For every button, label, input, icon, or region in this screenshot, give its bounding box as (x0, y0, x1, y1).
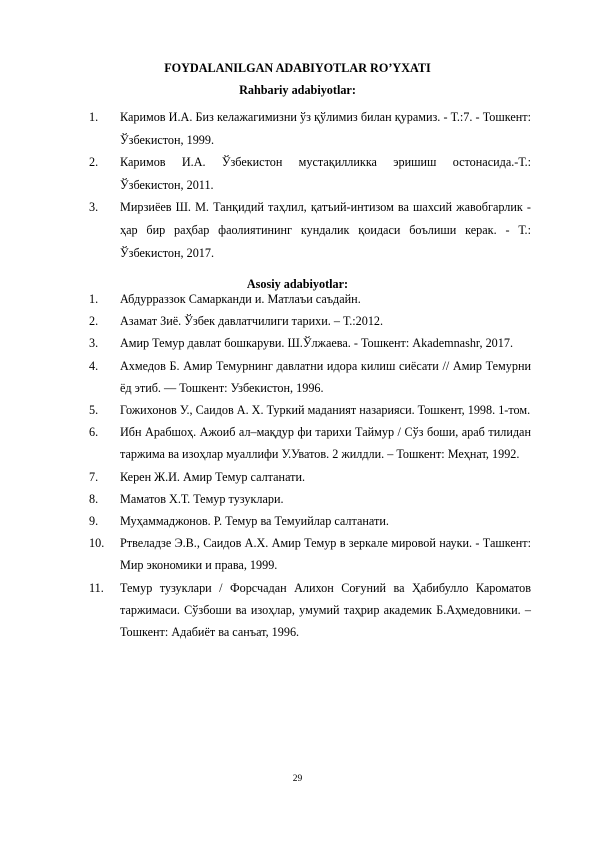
item-number: 1. (89, 292, 99, 306)
section-heading-guiding-literature: Rahbariy adabiyotlar: (239, 83, 356, 97)
guiding-literature-list (89, 106, 531, 264)
item-number: 8. (89, 491, 99, 506)
list-item (89, 288, 531, 310)
bibliography-title: FOYDALANILGAN ADABIYOTLAR RO’YXATI (164, 61, 431, 75)
list-item (89, 196, 531, 264)
item-number: 1. (89, 110, 99, 124)
item-text: Ахмедов Б. Амир Темурнинг давлатни идора килиш сиёсати // Амир Темурни ёд этиб. — Тошкент: Узбекистон, 1996. (120, 358, 531, 395)
item-number: 4. (89, 358, 99, 373)
list-item (89, 310, 531, 332)
main-literature-list (89, 288, 531, 643)
item-number: 9. (89, 514, 99, 529)
item-text: Керен Ж.И. Амир Темур салтанати. (120, 469, 306, 484)
list-item (89, 532, 531, 576)
item-number: 6. (89, 425, 99, 440)
item-text: Муҳаммаджонов. Р. Темур ва Темуийлар салтанати. (120, 514, 389, 529)
item-text: Каримов И.А. Биз келажагимизни ўз қўлимиз билан қурамиз. - Т.:7. - Тошкент: Ўзбекистон, 1999. (120, 110, 531, 147)
item-number: 11. (89, 580, 104, 595)
list-item (89, 421, 531, 465)
item-number: 2. (89, 155, 99, 170)
item-text: Маматов Х.Т. Темур тузуклари. (120, 491, 284, 506)
item-text: Каримов И.А. Ўзбекистон мустақилликка эришиш остонасида.-Т.: Ўзбекистон, 2011. (120, 155, 531, 192)
item-text: Амир Темур давлат бошкаруви. Ш.Ўлжаева. - Тошкент: Akademnashr, 2017. (120, 336, 514, 351)
item-number: 2. (89, 314, 99, 329)
list-item (89, 355, 531, 399)
item-text: Ибн Арабшоҳ. Ажоиб ал–мақдур фи тарихи Таймур / Сўз боши, араб тилидан таржима ва изоҳлар муаллифи У.Уватов. 2 жилдли. – Тошкент: Меҳнат, 1992. (120, 425, 531, 462)
item-number: 3. (89, 336, 99, 351)
list-item (89, 510, 531, 532)
list-item (89, 399, 531, 421)
item-number: 10. (89, 536, 105, 551)
list-item (89, 466, 531, 488)
list-item (89, 577, 531, 644)
list-item (89, 332, 531, 354)
list-item (89, 151, 531, 196)
item-text: Мирзиёев Ш. М. Танқидий таҳлил, қатъий-интизом ва шахсий жавобгарлик - ҳар бир раҳбар фаолиятининг кундалик қоидаси боълиши керак. - Т.: Ўзбекистон, 2017. (120, 200, 531, 260)
item-text: Гожихонов У., Саидов А. Х. Туркий маданият назарияси. Тошкент, 1998. 1-том. (120, 403, 531, 418)
item-text: Ртвеладзе Э.В., Саидов А.Х. Амир Темур в зеркале мировой науки. - Ташкент: Мир экономики и права, 1999. (120, 536, 531, 573)
item-text: Абдурраззок Самарканди и. Матлаъи саъдайн. (120, 292, 361, 306)
page-number: 29 (292, 774, 303, 784)
list-item (89, 488, 531, 510)
list-item (89, 106, 531, 151)
item-number: 5. (89, 403, 99, 418)
item-text: Темур тузуклари / Форсчадан Алихон Соғуний ва Ҳабибулло Кароматов таржимаси. Сўзбоши ва изоҳлар, умумий таҳрир академик Б.Аҳмедовники. – Тошкент: Адабиёт ва санъат, 1996. (120, 580, 531, 640)
item-number: 7. (89, 469, 99, 484)
section-heading-main-literature: Asosiy adabiyotlar: (246, 277, 349, 291)
item-number: 3. (89, 200, 99, 215)
item-text: Азамат Зиё. Ўзбек давлатчилиги тарихи. – Т.:2012. (120, 314, 384, 329)
